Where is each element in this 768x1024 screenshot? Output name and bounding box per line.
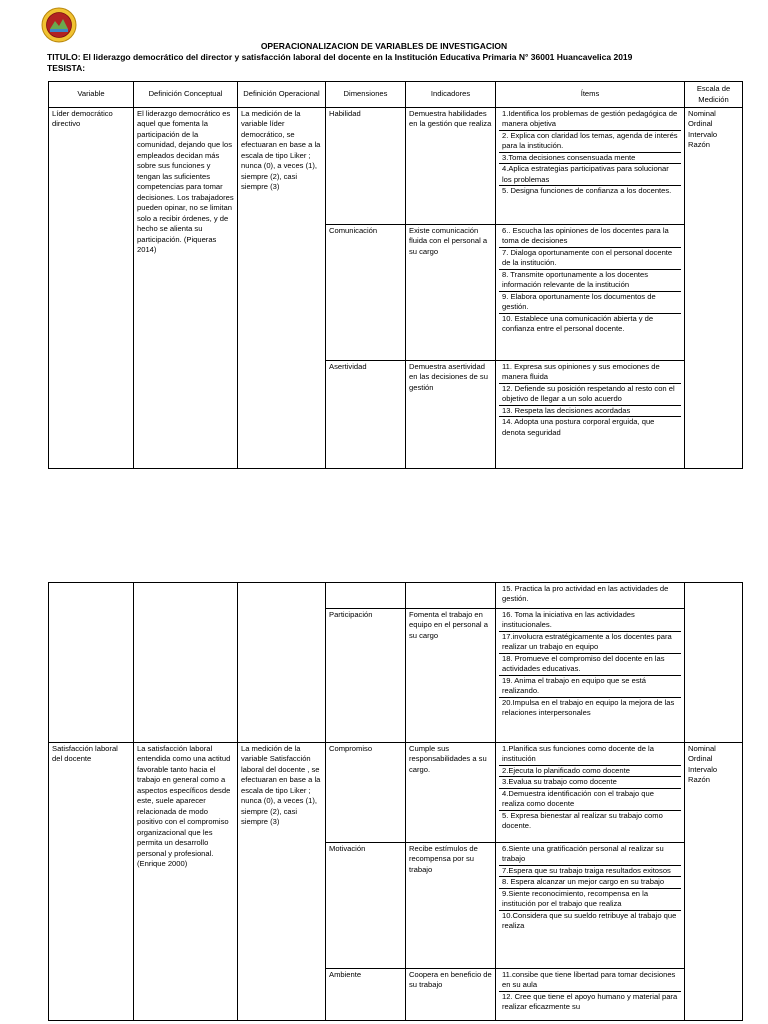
item-row: 7.Espera que su trabajo traiga resultados exitosos [499, 866, 681, 877]
indicator-cell: Fomenta el trabajo en equipo en el personal a su cargo [406, 609, 496, 743]
item-row: 17.involucra estratégicamente a los docentes para realizar un trabajo en equipo [499, 632, 681, 654]
def-conceptual-cell: La satisfacción laboral entendida como una actitud favorable tanto hacia el trabajo en general como a aspectos específicos desde este, suele aparecer relacionada de modo positivo con el compromiso organizacional que les permita un desarrollo personal y profesional. (Enrique 2000) [134, 743, 238, 1021]
header-row [49, 82, 743, 108]
item-row: 4.Demuestra identificación con el trabajo que realiza como docente [499, 789, 681, 811]
def-operacional-cell-continued [238, 583, 326, 743]
def-conceptual-cell-continued [134, 583, 238, 743]
item-row: 12. Defiende su posición respetando al resto con el objetivo de llegar a un solo acuerdo [499, 384, 681, 406]
dimension-cell: Ambiente [326, 969, 406, 1021]
dimension-cell: Comunicación [326, 225, 406, 361]
operationalization-table-1 [48, 81, 743, 469]
def-operacional-cell: La medición de la variable Satisfacción laboral del docente , se efectuaran en base a la escala de tipo Liker ; nunca (0), a veces (1), siempre (2), casi siempre (3) [238, 743, 326, 1021]
indicator-cell: Cumple sus responsabilidades a su cargo. [406, 743, 496, 843]
document-title: OPERACIONALIZACION DE VARIABLES DE INVESTIGACION [260, 41, 508, 51]
dimension-cell: Habilidad [326, 108, 406, 225]
items-cell [496, 743, 685, 843]
items-cell [496, 969, 685, 1021]
item-row: 6.. Escucha las opiniones de los docentes para la toma de decisiones [499, 226, 681, 248]
items-cell [496, 609, 685, 743]
item-row: 19. Anima el trabajo en equipo que se está realizando. [499, 676, 681, 698]
col-header-def-conceptual: Definición Conceptual [134, 82, 238, 108]
item-row: 7. Dialoga oportunamente con el personal docente de la institución. [499, 248, 681, 270]
item-row: 10. Establece una comunicación abierta y de confianza entre el personal docente. [502, 313, 654, 334]
tesista-line: TESISTA: [47, 63, 86, 73]
variable-cell: Líder democrático directivo [49, 108, 134, 469]
item-row: 1.Planifica sus funciones como docente de la institución [499, 744, 681, 766]
items-cell [496, 843, 685, 969]
item-row: 2.Ejecuta lo planificado como docente [499, 766, 681, 777]
item-row: 11. Expresa sus opiniones y sus emociones de manera fluida [499, 362, 681, 384]
item-row: 5. Expresa bienestar al realizar su trabajo como docente. [502, 810, 663, 831]
item-row: 16. Toma la iniciativa en las actividades institucionales. [499, 610, 681, 632]
def-operacional-cell: La medición de la variable líder democrático, se efectuaran en base a la escala de tipo Liker ; nunca (0), a veces (1), siempre (2), casi siempre (3) [238, 108, 326, 469]
university-seal-logo [41, 7, 77, 43]
indicator-cell-continued [406, 583, 496, 609]
indicator-cell: Recibe estímulos de recompensa por su trabajo [406, 843, 496, 969]
items-cell [496, 583, 685, 609]
dimension-cell: Motivación [326, 843, 406, 969]
item-row: 11.consibe que tiene libertad para tomar decisiones en su aula [499, 970, 681, 992]
col-header-escala: Escala de Medición [685, 82, 743, 108]
col-header-def-operacional: Definición Operacional [238, 82, 326, 108]
item-row: 12. Cree que tiene el apoyo humano y material para realizar eficazmente su [502, 991, 678, 1012]
item-row: 15. Practica la pro actividad en las actividades de gestión. [502, 584, 669, 604]
item-row: 6.Siente una gratificación personal al realizar su trabajo [499, 844, 681, 866]
item-row: 14. Adopta una postura corporal erguida, que denota seguridad [502, 417, 655, 437]
variable-cell: Satisfacción laboral del docente [49, 743, 134, 1021]
dimension-cell-continued [326, 583, 406, 609]
items-cell [496, 225, 685, 361]
titulo-line: TITULO: El liderazgo democrático del director y satisfacción laboral del docente en la Institución Educativa Primaria N° 36001 Huancavelica 2019 [47, 52, 633, 62]
col-header-indicadores: Indicadores [406, 82, 496, 108]
operationalization-table-2 [48, 582, 743, 1021]
indicator-cell: Existe comunicación fluida con el personal a su cargo [406, 225, 496, 361]
dimension-cell: Participación [326, 609, 406, 743]
item-row: 2. Explica con claridad los temas, agenda de interés para la institución. [499, 131, 681, 153]
def-conceptual-cell: El liderazgo democrático es aquel que fomenta la participación de la comunidad, dejando que los empleados decidan más sobre sus funciones y tengan las suficientes competencias para tomar decisiones. Los trabajadores pueden opinar, no se limitan solo a recibir órdenes, y de hecho se alienta su participación. (Piqueras 2014) [134, 108, 238, 469]
escala-cell: Nominal Ordinal Intervalo Razón [685, 743, 743, 1021]
item-row: 3.Evalua su trabajo como docente [499, 777, 681, 788]
dimension-cell: Asertividad [326, 361, 406, 469]
item-row: 5. Designa funciones de confianza a los docentes. [502, 186, 672, 196]
item-row: 20.Impulsa en el trabajo en equipo la mejora de las relaciones interpersonales [502, 697, 675, 718]
item-row: 1.Identifica los problemas de gestión pedagógica de manera objetiva [499, 109, 681, 131]
dimension-cell: Compromiso [326, 743, 406, 843]
item-row: 13. Respeta las decisiones acordadas [499, 406, 681, 417]
col-header-dimensiones: Dimensiones [326, 82, 406, 108]
indicator-cell: Coopera en beneficio de su trabajo [406, 969, 496, 1021]
items-cell [496, 108, 685, 225]
variable-cell-continued [49, 583, 134, 743]
indicator-cell: Demuestra habilidades en la gestión que realiza [406, 108, 496, 225]
escala-cell-continued [685, 583, 743, 743]
item-row: 8. Transmite oportunamente a los docentes información relevante de la institución [499, 270, 681, 292]
item-row: 3.Toma decisiones consensuada mente [499, 153, 681, 164]
col-header-items: Ítems [496, 82, 685, 108]
item-row: 4.Aplica estrategias participativas para solucionar los problemas [499, 164, 681, 186]
items-cell [496, 361, 685, 469]
item-row: 9. Elabora oportunamente los documentos de gestión. [499, 292, 681, 314]
item-row: 18. Promueve el compromiso del docente en las actividades educativas. [499, 654, 681, 676]
item-row: 10.Considera que su sueldo retribuye al trabajo que realiza [502, 910, 677, 931]
col-header-variable: Variable [49, 82, 134, 108]
item-row: 8. Espera alcanzar un mejor cargo en su trabajo [499, 877, 681, 888]
escala-cell: Nominal Ordinal Intervalo Razón [685, 108, 743, 469]
indicator-cell: Demuestra asertividad en las decisiones de su gestión [406, 361, 496, 469]
item-row: 9.Siente reconocimiento, recompensa en la institución por el trabajo que realiza [499, 889, 681, 911]
